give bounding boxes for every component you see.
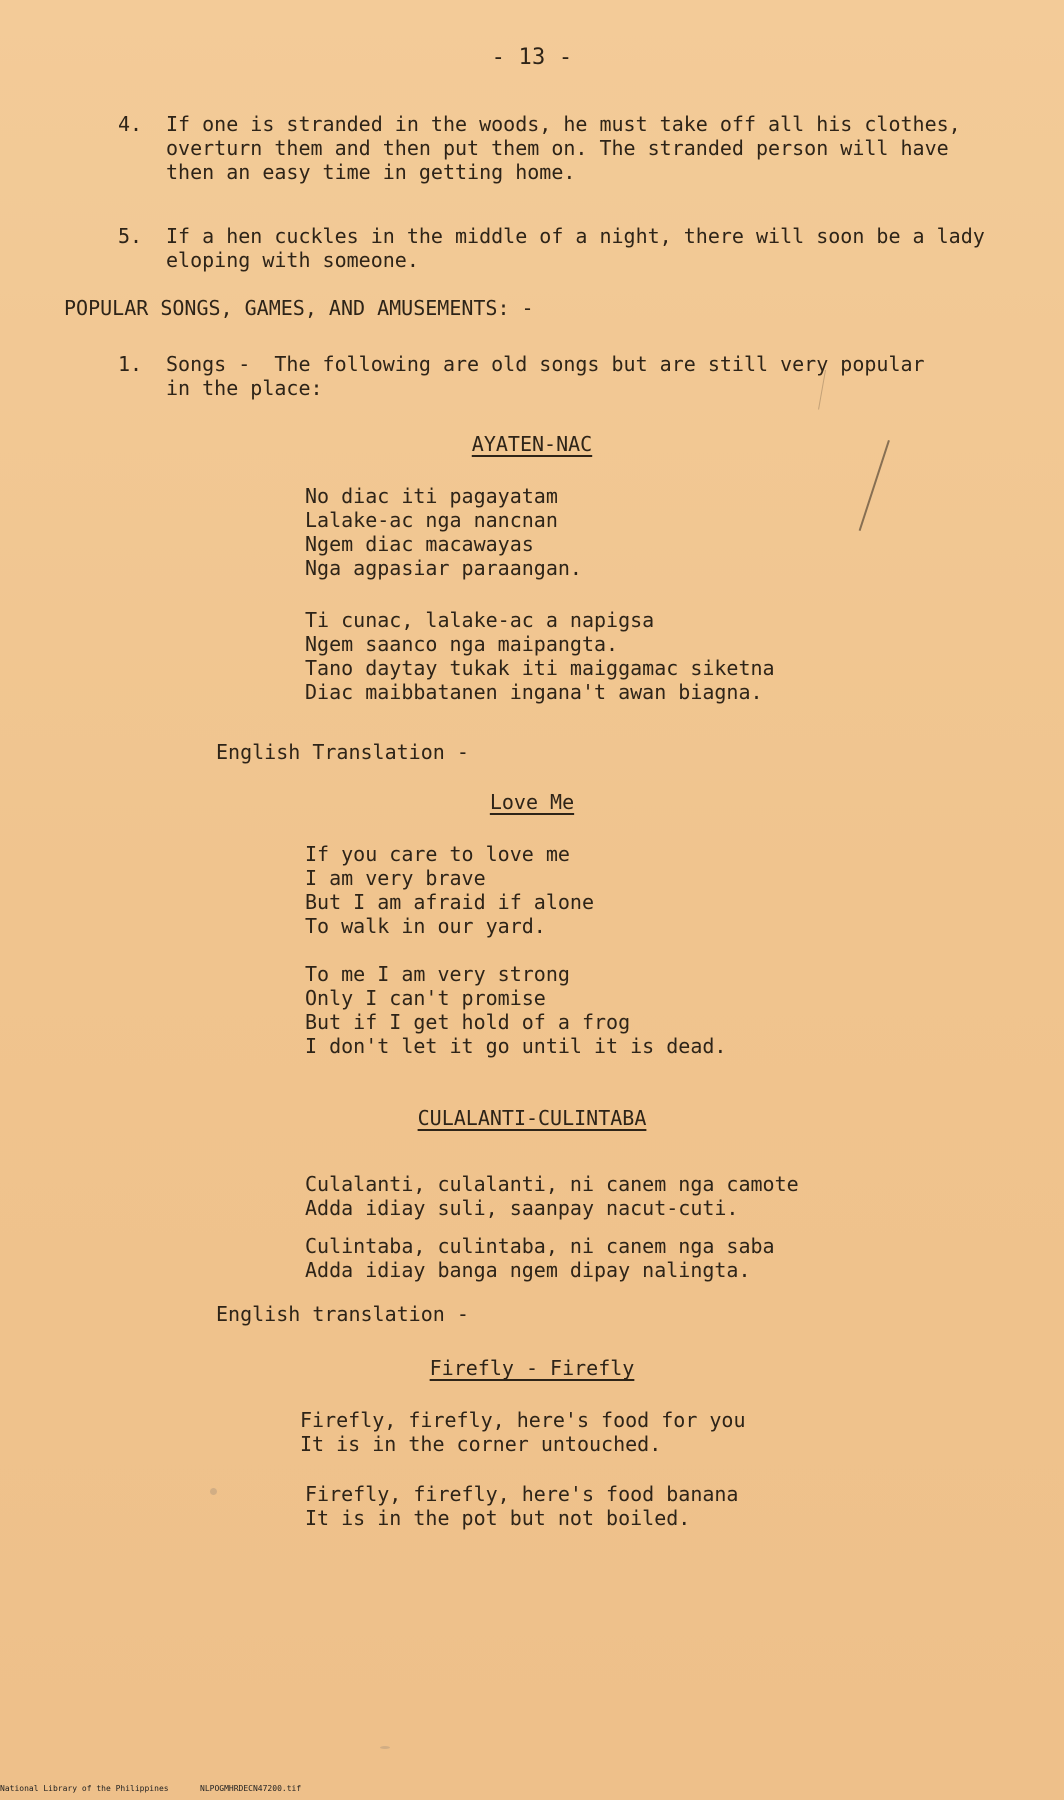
item-paragraph xyxy=(166,224,985,272)
paragraph-line: overturn them and then put them on. The stranded person will have xyxy=(166,136,949,160)
section-heading: POPULAR SONGS, GAMES, AND AMUSEMENTS: - xyxy=(64,296,534,320)
verse-stanza xyxy=(305,1234,775,1282)
verse-line: But if I get hold of a frog xyxy=(305,1010,631,1034)
verse-line: It is in the pot but not boiled. xyxy=(305,1506,691,1530)
footer-filename: NLPOGMHRDECN47200.tif xyxy=(200,1784,302,1793)
song-title-text: AYATEN-NAC xyxy=(471,432,593,456)
page-number: - 13 - xyxy=(491,45,573,70)
verse-line: To walk in our yard. xyxy=(305,914,546,938)
paragraph-line: in the place: xyxy=(166,376,323,400)
song-title-text: Love Me xyxy=(489,790,575,814)
verse-stanza xyxy=(305,608,775,704)
footer-library-credit: National Library of the Philippines xyxy=(0,1784,169,1793)
verse-line: Ngem saanco nga maipangta. xyxy=(305,632,619,656)
translation-label: English translation - xyxy=(216,1302,469,1326)
verse-line: Only I can't promise xyxy=(305,986,546,1010)
verse-line: Ti cunac, lalake-ac a napigsa xyxy=(305,608,655,632)
verse-stanza xyxy=(305,962,726,1058)
translation-label: English Translation - xyxy=(216,740,469,764)
paragraph-line: Songs - The following are old songs but are still very popular xyxy=(166,352,925,376)
verse-stanza xyxy=(300,1408,746,1456)
verse-line: Firefly, firefly, here's food for you xyxy=(300,1408,746,1432)
paper-smudge xyxy=(210,1488,217,1495)
item-paragraph xyxy=(166,112,961,184)
verse-line: Nga agpasiar paraangan. xyxy=(305,556,582,580)
verse-line: Culintaba, culintaba, ni canem nga saba xyxy=(305,1234,775,1258)
paragraph-line: If a hen cuckles in the middle of a night, there will soon be a lady xyxy=(166,224,985,248)
item-number: 5. xyxy=(118,224,143,248)
verse-line: I am very brave xyxy=(305,866,486,890)
paper-smudge xyxy=(380,1746,390,1749)
verse-line: Firefly, firefly, here's food banana xyxy=(305,1482,739,1506)
song-title-text: CULALANTI-CULINTABA xyxy=(417,1106,647,1130)
verse-line: It is in the corner untouched. xyxy=(300,1432,662,1456)
verse-line: But I am afraid if alone xyxy=(305,890,594,914)
verse-line: To me I am very strong xyxy=(305,962,570,986)
paragraph-line: If one is stranded in the woods, he must take off all his clothes, xyxy=(166,112,961,136)
song-title xyxy=(0,1356,1064,1380)
song-title xyxy=(0,1106,1064,1130)
verse-line: Adda idiay banga ngem dipay nalingta. xyxy=(305,1258,751,1282)
paragraph-line: eloping with someone. xyxy=(166,248,419,272)
song-title xyxy=(0,790,1064,814)
verse-line: Ngem diac macawayas xyxy=(305,532,534,556)
song-title xyxy=(0,432,1064,456)
verse-stanza xyxy=(305,1482,738,1530)
verse-stanza xyxy=(305,1172,799,1220)
verse-line: Culalanti, culalanti, ni canem nga camote xyxy=(305,1172,799,1196)
verse-line: Tano daytay tukak iti maiggamac siketna xyxy=(305,656,775,680)
verse-stanza xyxy=(305,842,594,938)
verse-stanza xyxy=(305,484,582,580)
verse-line: No diac iti pagayatam xyxy=(305,484,558,508)
item-paragraph xyxy=(166,352,925,400)
verse-line: Adda idiay suli, saanpay nacut-cuti. xyxy=(305,1196,739,1220)
paragraph-line: then an easy time in getting home. xyxy=(166,160,576,184)
verse-line: If you care to love me xyxy=(305,842,570,866)
item-number: 1. xyxy=(118,352,143,376)
item-number: 4. xyxy=(118,112,143,136)
verse-line: Lalake-ac nga nancnan xyxy=(305,508,558,532)
verse-line: Diac maibbatanen ingana't awan biagna. xyxy=(305,680,763,704)
verse-line: I don't let it go until it is dead. xyxy=(305,1034,727,1058)
song-title-text: Firefly - Firefly xyxy=(429,1356,635,1380)
